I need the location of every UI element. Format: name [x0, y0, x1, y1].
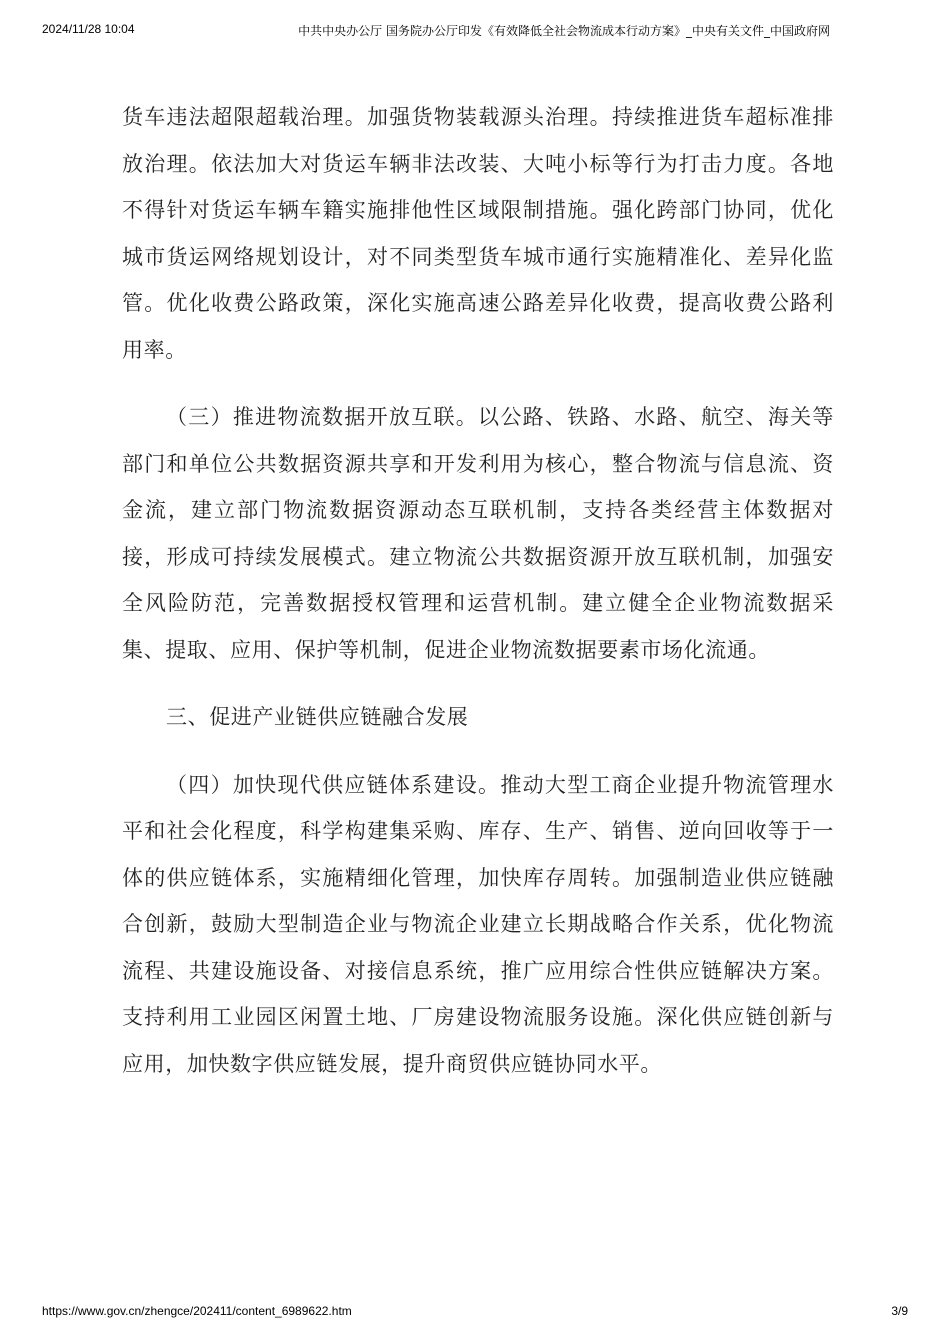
article-body — [122, 94, 834, 1108]
paragraph-truck-governance: 货车违法超限超载治理。加强货物装载源头治理。持续推进货车超标准排放治理。依法加大对货运车辆非法改装、大吨小标等行为打击力度。各地不得针对货运车辆车籍实施排他性区域限制措施。强化跨部门协同，优化城市货运网络规划设计，对不同类型货车城市通行实施精准化、差异化监管。优化收费公路政策，深化实施高速公路差异化收费，提高收费公路利用率。 — [122, 105, 834, 362]
print-datetime: 2024/11/28 10:04 — [42, 22, 135, 36]
paragraph-logistics-data: （三）推进物流数据开放互联。以公路、铁路、水路、航空、海关等部门和单位公共数据资源共享和开发利用为核心，整合物流与信息流、资金流，建立部门物流数据资源动态互联机制，支持各类经营主体数据对接，形成可持续发展模式。建立物流公共数据资源开放互联机制，加强安全风险防范，完善数据授权管理和运营机制。建立健全企业物流数据采集、提取、应用、保护等机制，促进企业物流数据要素市场化流通。 — [122, 405, 834, 662]
paragraph-modern-supply-chain: （四）加快现代供应链体系建设。推动大型工商企业提升物流管理水平和社会化程度，科学构建集采购、库存、生产、销售、逆向回收等于一体的供应链体系，实施精细化管理，加快库存周转。加强制造业供应链融合创新，鼓励大型制造企业与物流企业建立长期战略合作关系，优化物流流程、共建设施设备、对接信息系统，推广应用综合性供应链解决方案。支持利用工业园区闲置土地、厂房建设物流服务设施。深化供应链创新与应用，加快数字供应链发展，提升商贸供应链协同水平。 — [122, 772, 834, 1076]
print-footer — [0, 1304, 950, 1322]
section-heading-supply-chain: 三、促进产业链供应链融合发展 — [166, 705, 469, 729]
page-url: https://www.gov.cn/zhengce/202411/content_6989622.htm — [42, 1304, 352, 1318]
page-number: 3/9 — [891, 1304, 908, 1318]
document-title: 中共中央办公厅 国务院办公厅印发《有效降低全社会物流成本行动方案》_中央有关文件_中国政府网 — [298, 24, 830, 38]
print-header — [0, 22, 950, 40]
